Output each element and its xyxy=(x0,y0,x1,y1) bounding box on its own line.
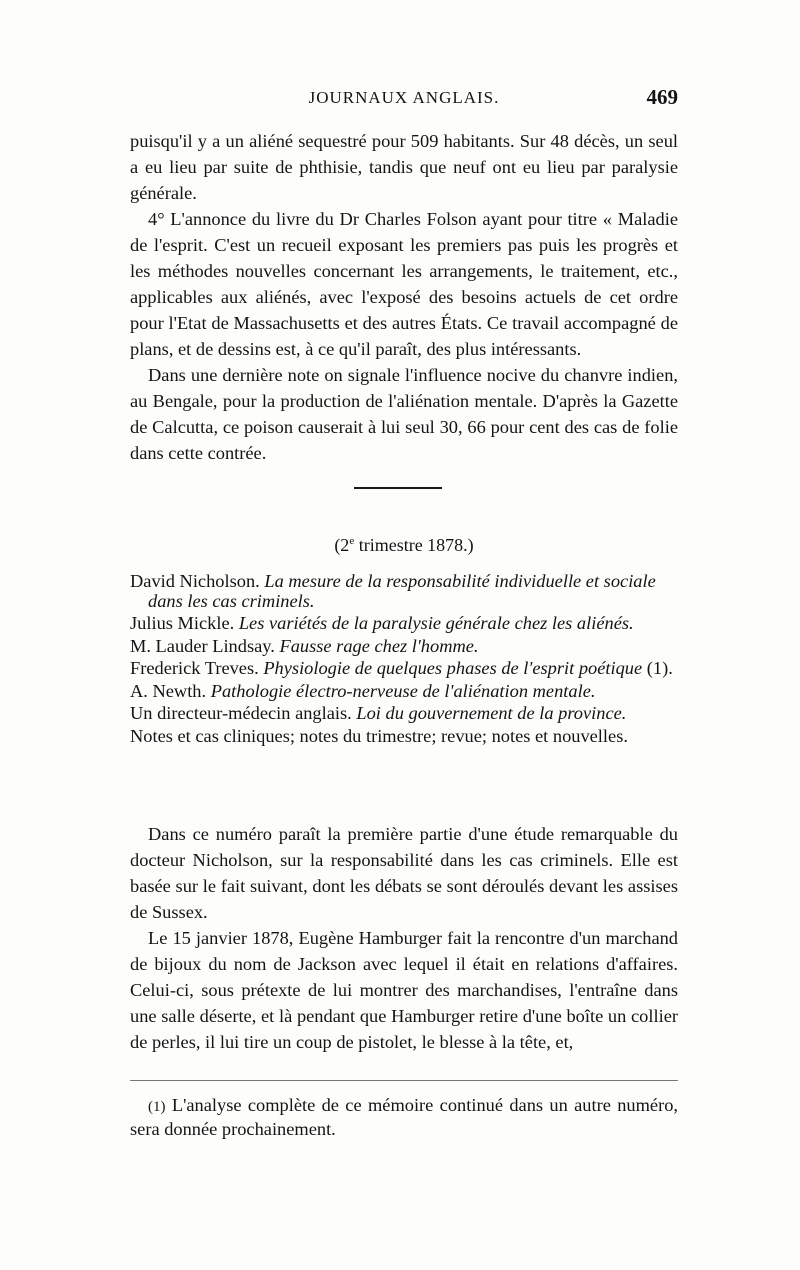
section-heading xyxy=(130,535,678,556)
table-of-contents xyxy=(130,572,678,749)
body-text-top xyxy=(130,128,678,466)
entry-author: Julius Mickle. xyxy=(130,613,235,633)
footnote-mark: (1) xyxy=(148,1099,166,1115)
list-item xyxy=(130,659,678,679)
list-item xyxy=(130,572,678,611)
paragraph: Dans une dernière note on signale l'influence nocive du chanvre indien, au Bengale, pour la production de l'aliénation mentale. D'après la Gazette de Calcutta, ce poison causerait à lui seul 30, 66 pour cent des cas de folie dans cette contrée. xyxy=(130,365,678,463)
entry-author: Notes et cas cliniques; notes du trimestre; revue; notes et nouvelles. xyxy=(130,725,628,746)
running-head xyxy=(130,85,678,116)
entry-title: Pathologie électro-nerveuse de l'aliénation mentale. xyxy=(210,680,596,701)
page-number: 469 xyxy=(646,85,678,109)
entry-author: M. Lauder Lindsay. xyxy=(130,635,275,656)
footnote-divider xyxy=(130,1080,678,1081)
list-item xyxy=(130,727,678,747)
running-title: JOURNAUX ANGLAIS. xyxy=(308,88,500,107)
entry-title: Les variétés de la paralysie générale chez les aliénés. xyxy=(238,613,634,633)
footnote-text: L'analyse complète de ce mémoire continué dans un autre numéro, sera donnée prochainement. xyxy=(130,1095,678,1139)
entry-title: Fausse rage chez l'homme. xyxy=(279,635,479,656)
footnote xyxy=(130,1094,678,1140)
entry-author: Un directeur-médecin anglais. xyxy=(130,703,352,723)
entry-author: A. Newth. xyxy=(130,680,207,701)
entry-author: David Nicholson. xyxy=(130,571,260,591)
list-item xyxy=(130,704,678,724)
paragraph: Le 15 janvier 1878, Eugène Hamburger fait la rencontre d'un marchand de bijoux du nom de Jackson avec lequel il était en relations d'affaires. Celui-ci, sous prétexte de lui montrer des marchandises, l'entraîne dans une salle déserte, et là pendant que Hamburger retire d'une boîte un collier de perles, il lui tire un coup de pistolet, le blesse à la tête, et, xyxy=(130,928,678,1052)
entry-title: Loi du gouvernement de la province. xyxy=(356,703,627,723)
section-ordinal: (2 xyxy=(334,535,350,555)
section-rest: trimestre 1878.) xyxy=(354,535,474,555)
entry-author: Frederick Treves. xyxy=(130,658,259,678)
entry-title: Physiologie de quelques phases de l'esprit poétique xyxy=(263,658,643,678)
section-divider xyxy=(354,487,442,489)
paragraph: 4° L'annonce du livre du Dr Charles Folson ayant pour titre « Maladie de l'esprit. C'est un recueil exposant les premiers pas puis les progrès et les méthodes nouvelles concernant les arrangements, le traitement, etc., applicables aux aliénés, avec l'exposé des besoins actuels de cet ordre pour l'Etat de Massachusetts et des autres États. Ce travail accompagné de plans, et de dessins est, à ce qu'il paraît, des plus intéressants. xyxy=(130,209,678,359)
paragraph: puisqu'il y a un aliéné sequestré pour 509 habitants. Sur 48 décès, un seul a eu lieu par suite de phthisie, tandis que neuf ont eu lieu par paralysie générale. xyxy=(130,131,678,203)
entry-title: La mesure de la responsabilité individuelle et sociale dans les cas criminels. xyxy=(148,571,656,611)
list-item xyxy=(130,614,678,634)
list-item xyxy=(130,637,678,657)
section-ordinal-sup: e xyxy=(349,535,355,547)
list-item xyxy=(130,682,678,702)
body-text-bottom xyxy=(130,821,678,1055)
paragraph: Dans ce numéro paraît la première partie d'une étude remarquable du docteur Nicholson, sur la responsabilité dans les cas criminels. Elle est basée sur le fait suivant, dont les débats se sont déroulés devant les assises de Sussex. xyxy=(130,824,678,922)
footnote-ref: (1). xyxy=(642,658,673,678)
